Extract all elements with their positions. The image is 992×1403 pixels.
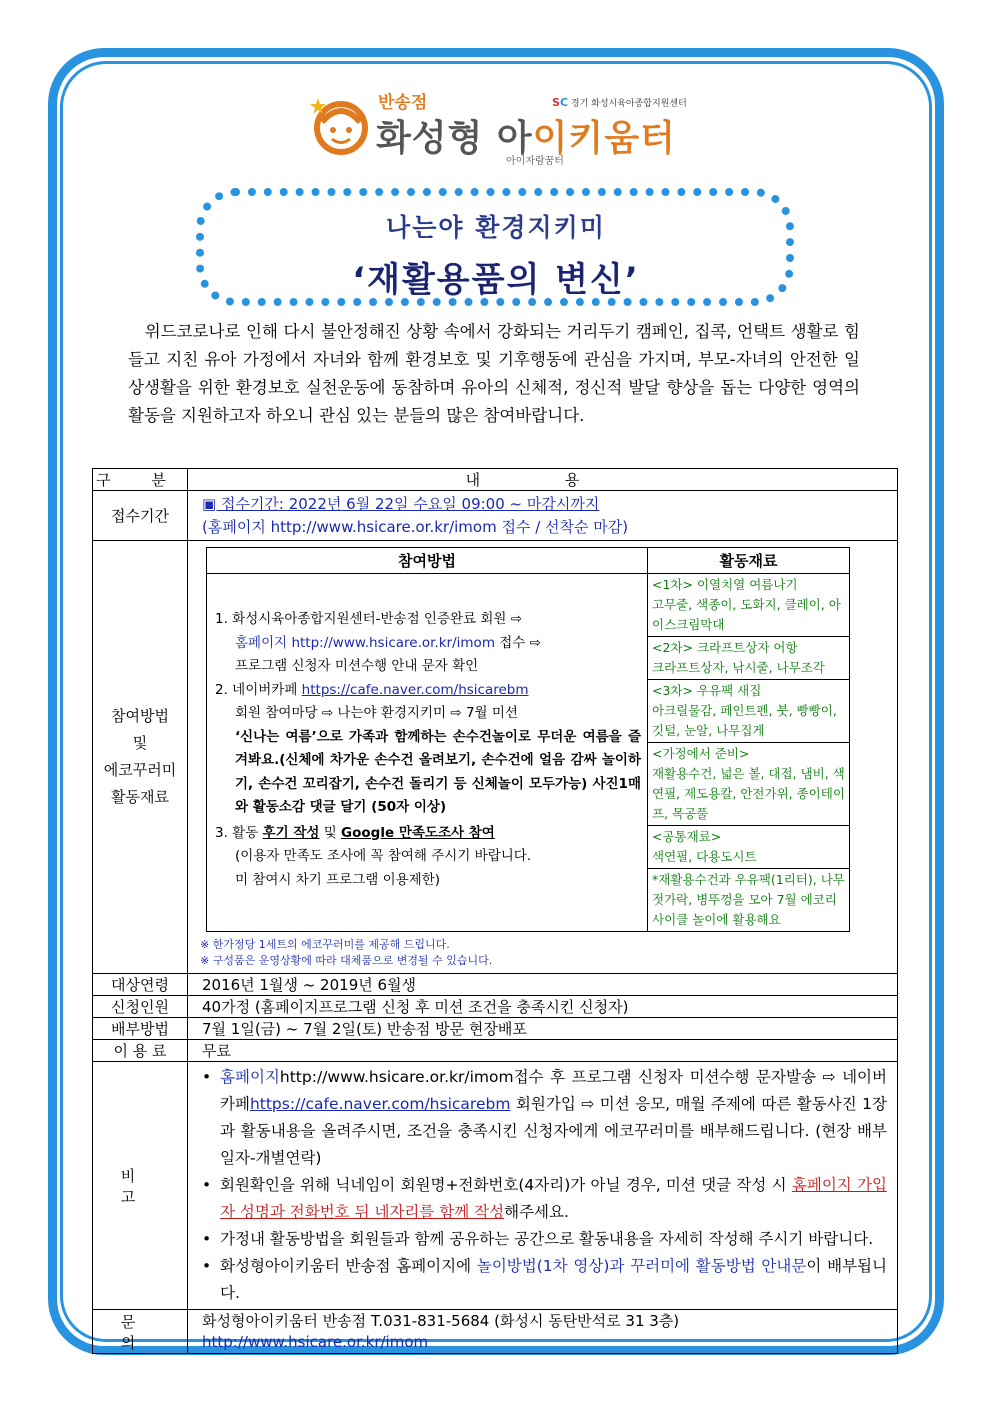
distribution-label: 배부방법 [93,1018,188,1040]
reception-site: (홈페이지 http://www.hsicare.or.kr/imom 접수 / 선착순 마감) [202,517,629,536]
logo-title: 화성형 아이키움터 [376,118,676,159]
contact-info: 화성형아이키움터 반송점 T.031-831-5684 (화성시 동탄반석로 31 3층) [202,1311,680,1330]
age-value: 2016년 1월생 ~ 2019년 6월생 [188,974,898,996]
fee-label: 이 용 료 [93,1040,188,1062]
material-5: <공통재료> 색연필, 다용도시트 [648,826,850,869]
header-col1: 구 분 [93,469,188,491]
material-6: *재활용수건과 우유팩(1리터), 나무젓가락, 병뚜껑을 모아 7월 에코리사이클 놀이에 활용해요 [648,869,850,932]
contact-cell [188,1310,898,1354]
logo-subtitle: 아이자람꿈터 [506,156,564,167]
logo-branch: 반송점 [378,93,428,113]
material-col-header: 활동재료 [648,548,850,574]
capacity-value: 40가정 (홈페이지프로그램 신청 후 미션 조건을 충족시킨 신청자) [188,996,898,1018]
distribution-value: 7월 1일(금) ~ 7월 2일(토) 반송점 방문 현장배포 [188,1018,898,1040]
logo-face-icon [310,94,372,156]
material-4: <가정에서 준비> 재활용수건, 넓은 볼, 대접, 냄비, 색연필, 제도용칼, 안전가위, 종이테이프, 목공풀 [648,743,850,826]
intro-paragraph: 위드코로나로 인해 다시 불안정해진 상황 속에서 강화되는 거리두기 캠페인, 집콕, 언택트 생활로 힘들고 지친 유아 가정에서 자녀와 함께 환경보호 및 기후행동에 관심을 가지며, 부모-자녀의 안전한 일상생활을 위한 환경보호 실천운동에 동참하며 유아의 신체적, 정신적 발달 향상을 돕는 다양한 영역의 활동을 지원하고자 하오니 관심 있는 분들의 많은 참여바랍니다. [128,322,860,425]
method-table [206,547,850,932]
note-2: ※ 구성품은 운영상황에 따라 대체품으로 변경될 수 있습니다. [200,954,493,967]
main-title: ‘재활용품의 변신’ [352,260,640,300]
reception-label: 접수기간 [93,491,188,541]
reception-period: ▣ 접수기간: 2022년 6월 22일 수요일 09:00 ~ 마감시까지 [202,494,600,513]
material-1: <1차> 이열치열 여름나기 고무줄, 색종이, 도화지, 클레이, 아이스크림막대 [648,574,850,637]
header-col2: 내 용 [188,469,898,491]
contact-label: 문 의 [93,1310,188,1354]
info-table [92,468,898,1354]
subtitle: 나는야 환경지키미 [386,213,606,242]
material-3: <3차> 우유팩 새집 아크릴물감, 페인트펜, 붓, 빵빵이, 깃털, 눈알, 나무집게 [648,680,850,743]
cafe-link[interactable]: https://cafe.naver.com/hsicarebm [301,681,529,698]
cafe-link-2[interactable]: https://cafe.naver.com/hsicarebm [249,1095,511,1113]
material-2: <2차> 크라프트상자 어항 크라프트상자, 낚시줄, 나무조각 [648,637,850,680]
remarks-label: 비 고 [93,1062,188,1310]
method-col-header: 참여방법 [207,548,648,574]
note-1: ※ 한가정당 1세트의 에코꾸러미를 제공해 드립니다. [200,938,450,951]
remarks-cell [188,1062,898,1310]
remark-1: • 홈페이지http://www.hsicare.or.kr/imom접수 후 프로그램 신청자 미션수행 문자발송 ⇨ 네이버카페https://cafe.naver.com/hsicarebm 회원가입 ⇨ 미션 응모, 매월 주제에 따른 활동사진 1장과 활동내용을 올려주시면, 조건을 충족시킨 신청자에게 에코꾸러미를 배부해드립니다. (현장 배부일자-개별연락) [202,1068,887,1167]
fee-value: 무료 [188,1040,898,1062]
contact-url[interactable]: http://www.hsicare.or.kr/imom [202,1332,429,1351]
method-cell [188,541,898,974]
age-label: 대상연령 [93,974,188,996]
method-steps: 1. 화성시육아종합지원센터-반송점 인증완료 회원 ⇨ 홈페이지 http://www.hsicare.or.kr/imom 접수 ⇨ 프로그램 신청자 미션수행 안내 문자 확인 2. 네이버카페 https://cafe.naver.com/hsicarebm 회원 참여마당 ⇨ 나는야 환경지키미 ⇨ 7월 미션 ‘신나는 여름’으로 가족과 함께하는 손수건놀이로 무더운 여름을 즐겨봐요.(신체에 차가운 손수건 올려보기, 손수건에 얼음 감싸 놀이하기, 손수건 꼬리잡기, 손수건 돌리기 등 신체놀이 모두가능) 사진1매와 활동소감 댓글 달기 (50자 이상) 3. 활동 후기 작성 및 Google 만족도조사 참여 (이용자 만족도 조사에 꼭 참여해 주시기 바랍니다. 미 참여시 차기 프로그램 이용제한) [207,574,648,932]
remark-3: • 가정내 활동방법을 회원들과 함께 공유하는 공간으로 활동내용을 자세히 작성해 주시기 바랍니다. [202,1230,874,1248]
capacity-label: 신청인원 [93,996,188,1018]
remark-4: • 화성형아이키움터 반송점 홈페이지에 놀이방법(1차 영상)과 꾸러미에 활동방법 안내문이 배부됩니다. [202,1257,887,1302]
reception-cell [188,491,898,541]
remark-2: • 회원확인을 위해 닉네임이 회원명+전화번호(4자리)가 아닐 경우, 미션 댓글 작성 시 홈페이지 가입자 성명과 전화번호 뒤 네자리를 함께 작성해주세요. [202,1176,887,1221]
method-label: 참여방법 및 에코꾸러미 활동재료 [93,541,188,974]
center-logo: SC 경기 화성시육아종합지원센터 [552,96,687,109]
